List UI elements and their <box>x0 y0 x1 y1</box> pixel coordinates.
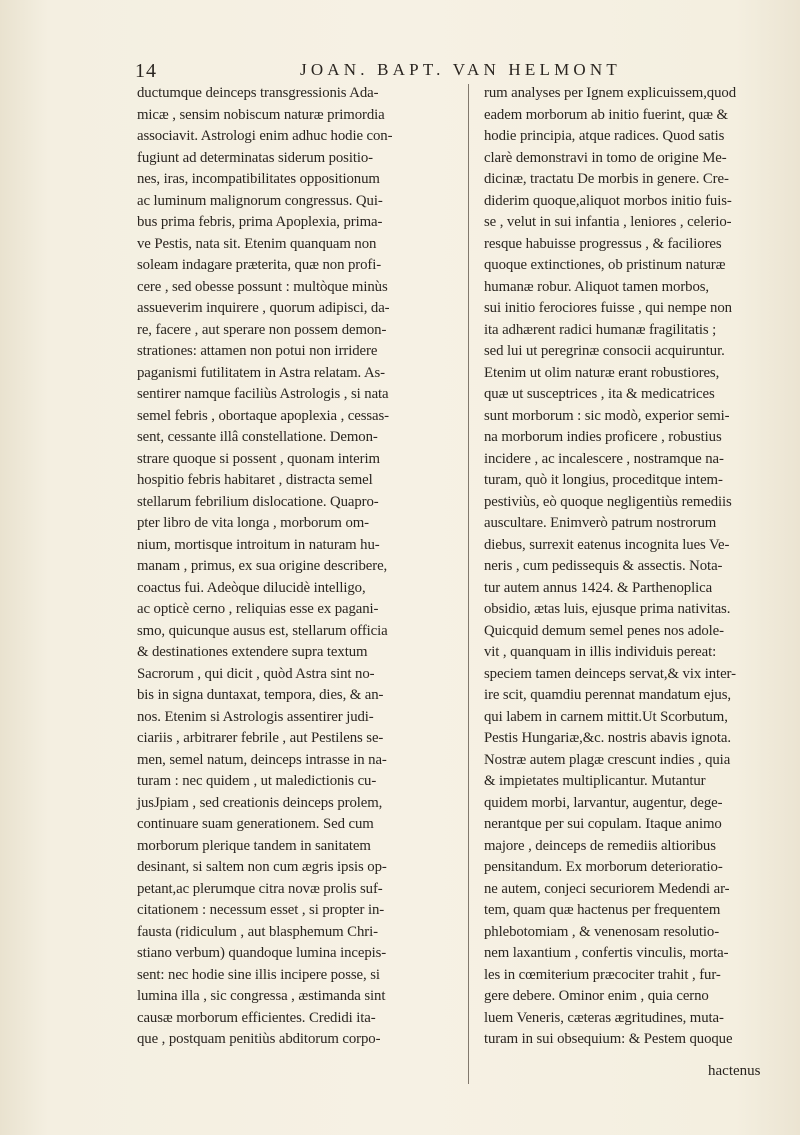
text-line: & impietates multiplicantur. Mutantur <box>484 773 706 789</box>
text-line: humanæ robur. Aliquot tamen morbos, <box>484 278 710 295</box>
text-line: ciariis , arbitrarer febrile , aut Pestilens se- <box>137 730 384 746</box>
text-line: neris , cum pedissequis & assectis. Nota- <box>484 558 723 574</box>
text-line: ve Pestis, nata sit. Etenim quanquam non <box>137 235 377 252</box>
text-line: men, semel natum, deinceps intrasse in na- <box>137 751 387 768</box>
text-line: fausta (ridiculum , aut blasphemum Chri- <box>137 923 378 940</box>
text-line: ductumque deinceps transgressionis Ada- <box>137 85 379 101</box>
text-line: associavit. Astrologi enim adhuc hodie con- <box>137 128 393 144</box>
text-line: ita adhærent radici humanæ fragilitatis ; <box>484 321 717 338</box>
left-text-column <box>137 83 453 1051</box>
text-line: majore , deinceps de remediis altioribus <box>484 837 716 854</box>
text-line: resque habuisse progressus , & faciliores <box>484 235 722 252</box>
text-line: nerantque per sui copulam. Itaque animo <box>484 816 722 832</box>
text-line: phlebotomiam , & venenosam resolutio- <box>484 923 720 940</box>
text-line: semel febris , obortaque apoplexia , cessas- <box>137 407 389 424</box>
text-line: auscultare. Enimverò patrum nostrorum <box>484 515 717 531</box>
text-line: stellarum febrilium dislocatione. Quapro- <box>137 493 379 510</box>
text-line: hodie principia, atque radices. Quod satis <box>484 128 725 144</box>
page-header <box>135 60 775 84</box>
text-line: rum analyses per Ignem explicuissem,quod <box>484 85 737 101</box>
text-line: petant,ac plerumque citra novæ prolis suf- <box>137 880 383 897</box>
text-line: nos. Etenim si Astrologis assentirer judi- <box>137 708 374 725</box>
text-line: paganismi futilitatem in Astra relatam. As- <box>137 364 386 381</box>
text-line: quæ ut susceptrices , ita & medicatrices <box>484 386 715 402</box>
text-line: manam , primus, ex sua origine describere, <box>137 558 388 574</box>
text-line: que , postquam penitiùs abditorum corpo- <box>137 1031 381 1047</box>
text-line: strationes: attamen non potui non irridere <box>137 343 378 359</box>
text-line: jusJpiam , sed creationis deinceps prolem, <box>137 794 383 811</box>
text-line: nes, iras, incompatibilitates oppositionum <box>137 171 380 187</box>
text-line: tur autem annus 1424. & Parthenoplica <box>484 579 713 596</box>
text-line: lumina illa , sic congressa , æstimanda sint <box>137 988 386 1004</box>
text-line: clarè demonstravi in tomo de origine Me- <box>484 149 727 166</box>
text-line: stiano verbum) quandoque lumina incepis- <box>137 945 387 961</box>
text-line: micæ , sensim nobiscum naturæ primordia <box>137 106 385 123</box>
text-line: ne autem, conjeci securiorem Medendi ar- <box>484 880 730 897</box>
text-line: obsidio, ætas luis, ejusque prima nativitas. <box>484 601 731 617</box>
text-line: re, facere , aut sperare non possem demon- <box>137 321 387 338</box>
text-line: Sacrorum , qui dicit , quòd Astra sint no- <box>137 665 375 682</box>
text-line: luem Veneris, cæteras ægritudines, muta- <box>484 1009 724 1026</box>
text-line: eadem morborum ab initio fuerint, quæ & <box>484 106 728 123</box>
text-line: Pestis Hungariæ,&c. nostris abavis ignota. <box>484 730 731 746</box>
text-line: gere debere. Ominor enim , quia cerno <box>484 988 709 1004</box>
text-line: ire scit, quamdiu perennat mandatum ejus, <box>484 687 731 703</box>
text-line: Etenim ut olim naturæ erant robustiores, <box>484 364 720 381</box>
text-line: quidem morbi, larvantur, augentur, dege- <box>484 794 723 811</box>
text-line: Nostræ autem plagæ crescunt indies , quia <box>484 751 731 768</box>
text-line: speciem tamen deinceps servat,& vix inter- <box>484 665 736 682</box>
text-line: smo, quicunque ausus est, stellarum officia <box>137 622 388 639</box>
text-line: sunt morborum : sic modò, experior semi- <box>484 407 730 424</box>
text-line: ac luminum malignorum congressus. Qui- <box>137 192 383 209</box>
text-line: fugiunt ad determinatas siderum positio- <box>137 149 373 166</box>
text-line: na morborum indies proficere , robustius <box>484 429 722 445</box>
text-line: pter libro de vita longa , morborum om- <box>137 515 369 531</box>
text-line: qui labem in carnem mittit.Ut Scorbutum, <box>484 708 728 725</box>
text-line: turam in sui obsequium: & Pestem quoque <box>484 1031 733 1047</box>
text-line: causæ morborum efficientes. Credidi ita- <box>137 1009 376 1026</box>
text-line: nium, mortisque introitum in naturam hu- <box>137 536 380 553</box>
text-line: pestiviùs, eò quoque negligentiùs remediis <box>484 493 732 510</box>
text-line: sui initio ferociores fuisse , qui nempe non <box>484 300 732 316</box>
text-line: bis in signa duntaxat, tempora, dies, & an- <box>137 687 384 703</box>
text-line: desinant, si saltem non cum ægris ipsis op- <box>137 859 387 875</box>
text-line: Quicquid demum semel penes nos adole- <box>484 622 724 639</box>
right-text-column <box>484 83 790 1051</box>
text-line: bus prima febris, prima Apoplexia, prima- <box>137 214 383 230</box>
text-line: les in cœmiterium præcociter trahit , fur- <box>484 966 721 983</box>
text-line: & destinationes extendere supra textum <box>137 644 368 660</box>
text-line: hospitio febris habitaret , distracta semel <box>137 472 373 488</box>
text-line: diebus, surrexit eatenus incognita lues Ve- <box>484 536 730 553</box>
page-number: 14 <box>135 60 157 82</box>
text-line: sent, cessante illâ constellatione. Demon- <box>137 429 378 445</box>
text-line: quoque extinctiones, ob pristinum naturæ <box>484 257 726 273</box>
text-line: se , velut in sui infantia , leniores , celerio- <box>484 214 732 230</box>
text-line: strare quoque si possent , quonam interim <box>137 450 380 467</box>
text-line: nem laxantium , confertis vinculis, morta- <box>484 945 729 961</box>
text-line: sed lui ut peregrinæ consocii acquiruntur. <box>484 343 725 359</box>
text-line: coactus fui. Adeòque dilucidè intelligo, <box>137 579 366 596</box>
text-line: sent: nec hodie sine illis incipere posse, si <box>137 966 380 983</box>
text-line: tem, quam quæ hactenus per frequentem <box>484 902 721 918</box>
text-line: vit , quanquam in illis individuis pereat: <box>484 644 717 660</box>
text-line: assueverim inquirere , quorum adipisci, da- <box>137 300 390 316</box>
column-divider <box>468 84 469 1084</box>
catchword: hactenus <box>708 1063 761 1079</box>
text-line: morborum plerique tandem in sanitatem <box>137 837 371 854</box>
text-line: turam, quò it longius, proceditque intem- <box>484 472 723 488</box>
text-line: soleam indagare præterita, quæ non profi- <box>137 257 382 273</box>
text-line: incidere , ac incalescere , nostramque na- <box>484 450 724 467</box>
text-line: diderim quoque,aliquot morbos initio fuis- <box>484 192 732 209</box>
running-head: JOAN. BAPT. VAN HELMONT <box>300 60 621 79</box>
text-line: turam : nec quidem , ut maledictionis cu- <box>137 773 377 789</box>
text-line: pensitandum. Ex morborum deterioratio- <box>484 859 723 875</box>
text-line: dicinæ, tractatu De morbis in genere. Cre- <box>484 171 729 187</box>
text-line: cere , sed obesse possunt : multòque minùs <box>137 278 388 295</box>
text-line: ac opticè cerno , reliquias esse ex pagani- <box>137 601 379 617</box>
text-line: citationem : necessum esset , si propter in- <box>137 902 385 918</box>
text-line: sentirer namque faciliùs Astrologis , si nata <box>137 386 389 402</box>
text-line: continuare suam generationem. Sed cum <box>137 816 374 832</box>
